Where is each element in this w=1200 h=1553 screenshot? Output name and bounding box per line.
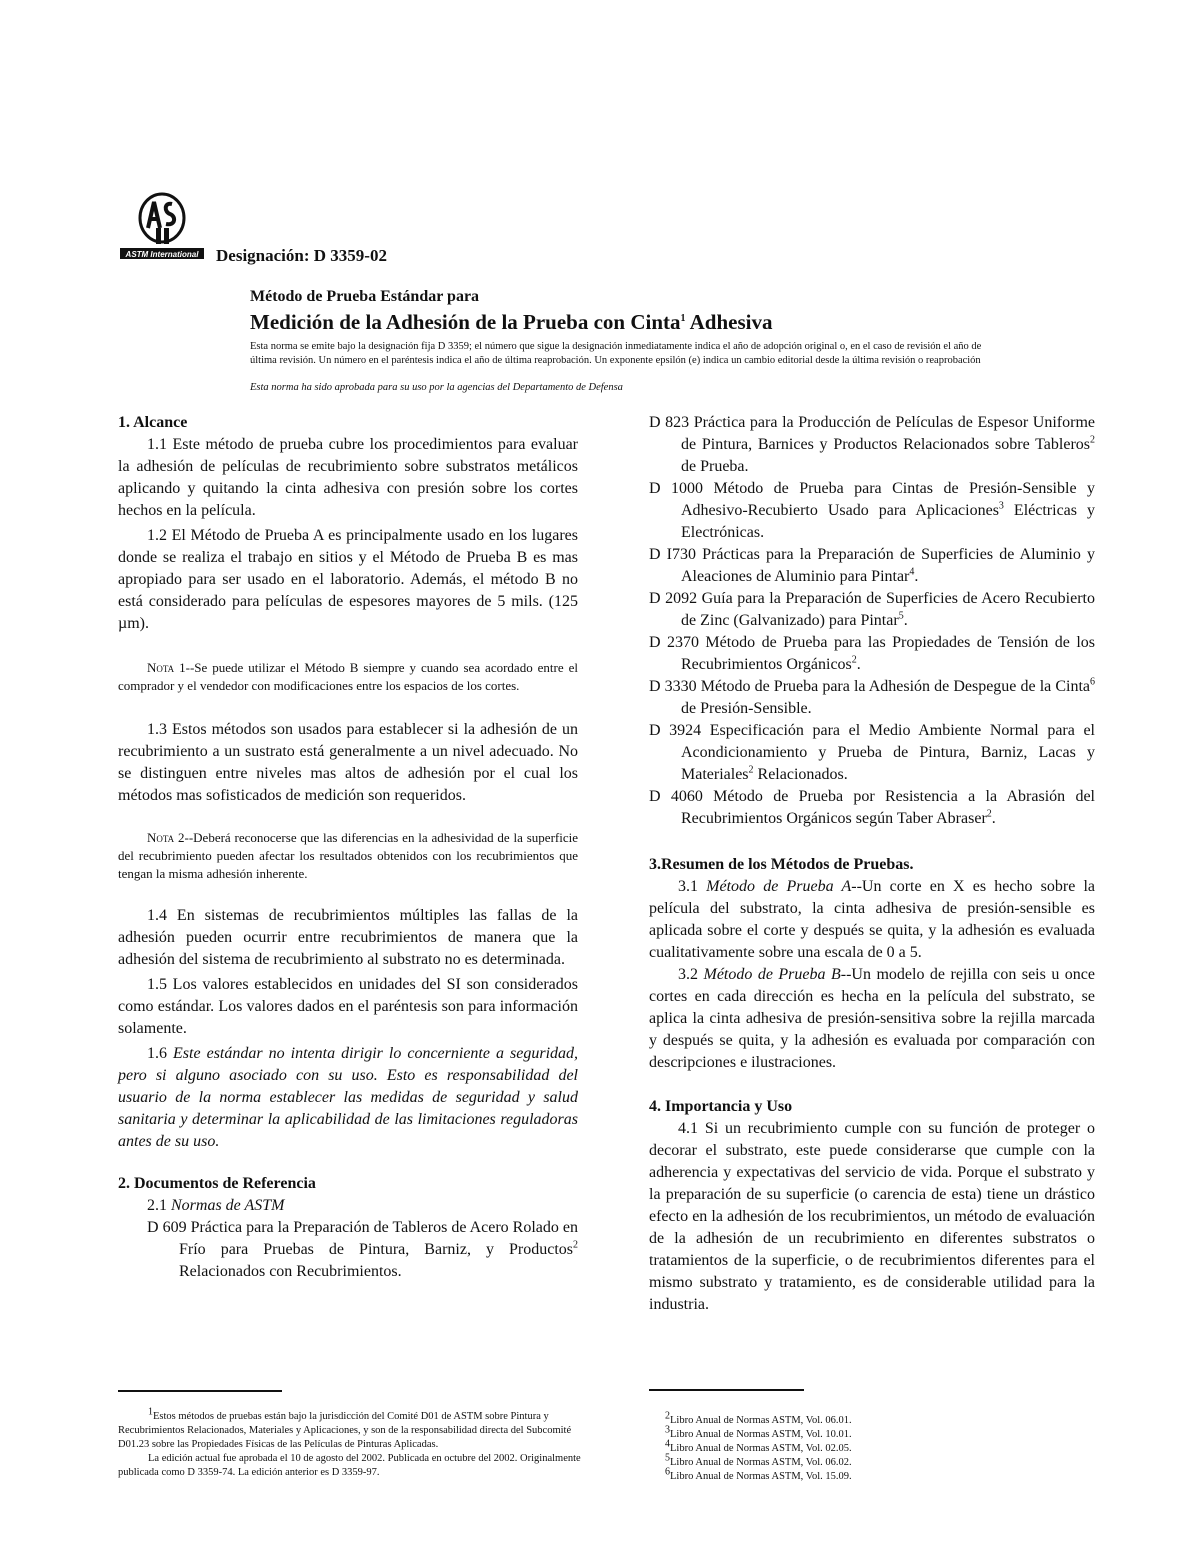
section-heading: 2. Documentos de Referencia <box>118 1175 316 1192</box>
main-title: Medición de la Adhesión de la Prueba con Cinta$^1$ Adhesiva <box>250 310 773 334</box>
pre-title: Método de Prueba Estándar para <box>250 288 480 305</box>
footnote-edition: La edición actual fue aprobada el 10 de agosto del 2002. Publicada en octubre del 2002. Originalmente publicada como D 3359-74. La edición anterior es D 3359-97. <box>118 1453 581 1478</box>
reference-d3330: D 3330 Método de Prueba para la Adhesión de Despegue de la Cinta$^6$ de Presión-Sensible. <box>649 676 1095 717</box>
paragraph-2-1: 2.1 Normas de ASTM <box>147 1197 285 1214</box>
paragraph-1-3: 1.3 Estos métodos son usados para establecer si la adhesión de un recubrimiento a un sustrato está generalmente a un nivel adecuado. No se distinguen entre niveles mas altos de adhesión por el cual los métodos mas sofisticados de medición son requeridos. <box>118 721 578 804</box>
reference-d3924: D 3924 Especificación para el Medio Ambiente Normal para el Acondicionamiento y Prueba de Pintura, Barniz, Lacas y Materiales$^2$ Relacionados. <box>649 722 1095 783</box>
paragraph-1-6: 1.6 Este estándar no intenta dirigir lo concerniente a seguridad, pero si alguno asociado con su uso. Esto es responsabilidad del usuario de la norma establecer las medidas de seguridad y salud sanitaria y determinar la aplicabilidad de las limitaciones reguladoras antes de su uso. <box>118 1045 579 1150</box>
paragraph-1-1: 1.1 Este método de prueba cubre los procedimientos para evaluar la adhesión de películas de recubrimiento sobre substratos metálicos aplicando y quitando la cinta adhesiva con presión sobre los cortes hechos en la película. <box>118 436 578 519</box>
designation: Designación: D 3359-02 <box>216 246 387 265</box>
footnotes-right <box>649 1410 949 1484</box>
paragraph-4-1: 4.1 Si un recubrimiento cumple con su función de proteger o decorar el substrato, este puede considerarse que cumple con la adherencia y expectativas del servicio de vida. Porque el substrato y la preparación de su superficie (o carencia de esta) tiene un drástico efecto en la adhesión de los recubrimientos, un método de evaluación de la adhesión de un recubrimiento en diferentes substratos o tratamientos de la superficie, o de recubrimientos diferentes para el mismo substrato y tratamiento, es de considerable utilidad para la industria. <box>649 1120 1095 1313</box>
dod-approval: Esta norma ha sido aprobada para su uso por la agencias del Departamento de Defensa <box>250 382 623 393</box>
paragraph-1-4: 1.4 En sistemas de recubrimientos múltiples las fallas de la adhesión pueden ocurrir entre recubrimientos de manera que la adhesión del sistema de recubrimiento al substrato no es determinada. <box>118 907 578 968</box>
footnote-1: $^1$Estos métodos de pruebas están bajo la jurisdicción del Comité D01 de ASTM sobre Pintura y Recubrimientos Relacionados, Materiales y Aplicaciones, y son de la responsabilidad directa del Subcomité D01.23 sobre las Propiedades Físicas de las Películas de Pinturas Aplicadas. <box>118 1406 572 1450</box>
paragraph-3-2: 3.2 Método de Prueba B--Un modelo de rejilla con seis u once cortes en cada dirección es hecha en la película del substrato, se aplica la cinta adhesiva de presión-sensitiva sobre la rejilla marcada y después se quita, y la adhesión es evaluada por comparación con descripciones e ilustraciones. <box>649 966 1096 1071</box>
reference-d2370: D 2370 Método de Prueba para las Propiedades de Tensión de los Recubrimientos Orgánicos$^2$. <box>649 634 1095 673</box>
footnote-2: $^2$Libro Anual de Normas ASTM, Vol. 06.01. <box>665 1410 852 1426</box>
reference-d1000: D 1000 Método de Prueba para Cintas de Presión-Sensible y Adhesivo-Recubierto Usado para Aplicaciones$^3$ Eléctricas y Electrónicas. <box>649 480 1095 541</box>
paragraph-1-2: 1.2 El Método de Prueba A es principalmente usado en los lugares donde se realiza el trabajo en sitios y el Método de Prueba B es mas apropiado para ser usado en el laboratorio. Además, el método B no está considerado para películas de espesores mayores de 5 mils. (125 µm). <box>118 527 578 632</box>
footnote-separator <box>118 1390 282 1392</box>
right-column <box>649 412 1095 1316</box>
reference-d1730: D I730 Prácticas para la Preparación de Superficies de Aluminio y Aleaciones de Aluminio para Pintar$^4$. <box>649 546 1095 585</box>
footnotes-left <box>118 1406 588 1480</box>
footnote-5: $^5$Libro Anual de Normas ASTM, Vol. 06.02. <box>665 1452 852 1468</box>
footnote-4: $^4$Libro Anual de Normas ASTM, Vol. 02.05. <box>665 1438 852 1454</box>
paragraph-3-1: 3.1 Método de Prueba A--Un corte en X es hecho sobre la película del substrato, la cinta adhesiva de presión-sensible es aplicada sobre el corte y después se quita, y la adhesión es evaluada cualitativamente sobre una escala de 0 a 5. <box>649 878 1096 961</box>
astm-logo-graphic <box>118 188 206 266</box>
reference-d4060: D 4060 Método de Prueba por Resistencia a la Abrasión del Recubrimientos Orgánicos según Taber Abraser$^2$. <box>649 788 1095 827</box>
reference-d609: D 609 Práctica para la Preparación de Tableros de Acero Rolado en Frío para Pruebas de Pintura, Barniz, y Productos$^2$ Relacionados con Recubrimientos. <box>147 1219 578 1280</box>
reference-d2092: D 2092 Guía para la Preparación de Superficies de Acero Recubierto de Zinc (Galvanizado) para Pintar$^5$. <box>649 590 1095 629</box>
note-2: Nota 2--Deberá reconocerse que las diferencias en la adhesividad de la superficie del recubrimiento pueden afectar los resultados obtenidos con los recubrimientos que tengan la misma adhesión inherente. <box>118 830 578 881</box>
footnote-ref: 1 <box>680 313 686 324</box>
paragraph-1-5: 1.5 Los valores establecidos en unidades del SI son considerados como estándar. Los valores dados en el paréntesis son para información solamente. <box>118 976 578 1037</box>
footnote-3: $^3$Libro Anual de Normas ASTM, Vol. 10.01. <box>665 1424 852 1440</box>
document-header <box>250 288 995 393</box>
section-heading: 3.Resumen de los Métodos de Pruebas. <box>649 856 914 873</box>
footnote-separator <box>649 1389 804 1391</box>
left-column <box>118 412 578 1283</box>
reference-d823: D 823 Práctica para la Producción de Películas de Espesor Uniforme de Pintura, Barnices y Productos Relacionados sobre Tableros$^2$ de Prueba. <box>649 414 1095 475</box>
note-1: Nota 1--Se puede utilizar el Método B siempre y cuando sea acordado entre el comprador y el vendedor con modificaciones entre los espacios de los cortes. <box>118 660 578 693</box>
issuance-statement: Esta norma se emite bajo la designación fija D 3359; el número que sigue la designación inmediatamente indica el año de adopción original o, en el caso de revisión el año de última revisión. Un número en el paréntesis indica el año de última reaprobación. Un exponente epsilón (e) indica un cambio editorial desde la última revisión o reaprobación <box>250 341 982 366</box>
section-heading: 1. Alcance <box>118 414 188 431</box>
astm-logo-icon <box>118 188 206 266</box>
logo-text: ASTM International <box>125 250 199 259</box>
section-heading: 4. Importancia y Uso <box>649 1098 793 1115</box>
footnote-6: $^6$Libro Anual de Normas ASTM, Vol. 15.09. <box>665 1466 852 1482</box>
